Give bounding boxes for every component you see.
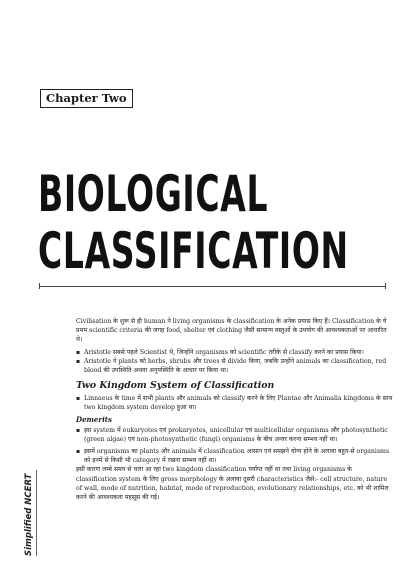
side-label: Simplified NCERT [24,473,34,556]
closing-paragraph: इसी कारण लम्बे समय से चला आ रहा two kingdom classification पर्याप्त नहीं था तथा living organisms के classification system के लिए gross morphology के अलावा दूसरी characteristics जैसे:- cell structure, nature of wall, mode of nutrition, habitat, mode of reproduction, evolutionary relationships, etc. को भी शामिल करने की आवश्यकता महसूस की गई। [76,466,389,502]
bullet-demerit-1: ▪ इस system में eukaryotes एवं prokaryotes, unicellular एवं multicellular organisms और photosynthetic (green algae) एवं non-photosynthetic (fungi) organisms के बीच अन्तर करना सम्भव नहीं था। [76,426,394,444]
bullet-aristotle-1: ▪ Aristotle सबसे पहले Scientist थे, जिन्होंने organisms को scientific तरीके से classify करने का प्रयास किया। [76,348,394,357]
title-divider [39,286,386,287]
intro-paragraph: Civilisation के शुरू से ही human ने living organisms के classification के अनेक प्रयास किए हैं। Classification के ये प्रथम scientific criteria की जगह food, shelter एवं clothing जैसी सामान्य वस्तुओं के उपयोग की आवश्यकताओं पर आधारित थे। [76,318,387,344]
section-heading: Two Kingdom System of Classification [76,380,275,392]
bullet-linnaeus: ▪ Linnaeus के time में सभी plants और animals को classify करने के लिए Plantae और Animalia kingdoms के साथ two kingdom system develop हुआ था। [76,394,394,412]
divider-end-right [385,283,386,289]
chapter-label: Chapter Two [40,89,133,108]
chapter-title-line-1: BIOLOGICAL [38,165,269,223]
chapter-title-line-2: CLASSIFICATION [38,222,349,280]
body-content [76,317,394,502]
bullet-aristotle-2: ▪ Aristotle ने plants को herbs, shrubs और trees से divide किया, जबकि उन्होंने animals का classification, red blood की उपस्थिति अथवा अनुपस्थिति के आधार पर किया था। [76,357,394,375]
bullet-demerit-2: ▪ इसमें organisms का plants और animals में classification आसान एवं समझने योग्य होने के अलावा बहुत-से organisms को इनमें से किसी भी category में रखना सम्भव नहीं था। [76,447,394,465]
divider-end-left [39,283,40,289]
demerits-heading: Demerits [76,414,112,424]
side-label-bar [36,470,37,556]
